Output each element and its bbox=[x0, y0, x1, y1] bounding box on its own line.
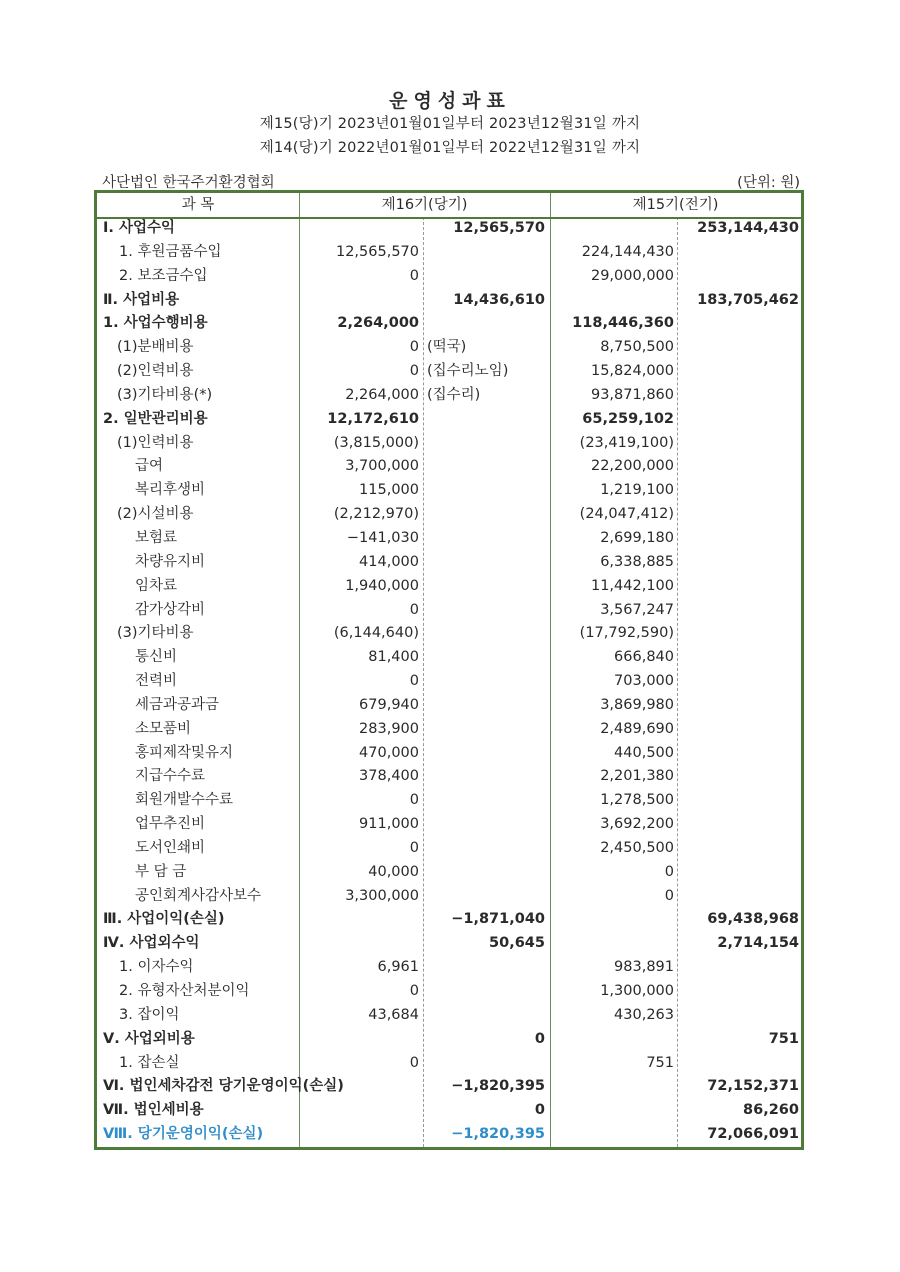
table-row bbox=[97, 885, 801, 909]
row-label: 공인회계사감사보수 bbox=[135, 887, 262, 904]
table-row bbox=[97, 1075, 801, 1099]
table-row bbox=[97, 670, 801, 694]
row-label: 세금과공과금 bbox=[135, 696, 220, 713]
prior-total-amount: 183,705,462 bbox=[697, 291, 799, 308]
prior-detail-amount: 3,567,247 bbox=[600, 601, 674, 618]
table-row bbox=[97, 1123, 801, 1147]
current-detail-amount: 0 bbox=[409, 673, 419, 690]
row-label: 도서인쇄비 bbox=[135, 839, 206, 856]
statement-table bbox=[94, 190, 804, 1150]
row-label: Ⅲ. 사업이익(손실) bbox=[103, 911, 225, 928]
current-detail-amount: 0 bbox=[409, 792, 419, 809]
row-note: (집수리노임) bbox=[427, 363, 509, 380]
row-label: 감가상각비 bbox=[135, 601, 206, 618]
table-row bbox=[97, 455, 801, 479]
table-row bbox=[97, 789, 801, 813]
row-label: (1)인력비용 bbox=[117, 434, 194, 451]
current-detail-amount: 283,900 bbox=[359, 720, 419, 737]
prior-detail-amount: 224,144,430 bbox=[581, 243, 674, 260]
current-total-amount: 12,565,570 bbox=[453, 220, 545, 236]
row-label: 2. 보조금수입 bbox=[119, 267, 208, 284]
table-row bbox=[97, 360, 801, 384]
row-label: 업무추진비 bbox=[135, 816, 206, 833]
table-header bbox=[97, 193, 801, 219]
current-detail-amount: 911,000 bbox=[359, 816, 419, 833]
current-total-amount: −1,871,040 bbox=[451, 911, 545, 928]
row-label: 임차료 bbox=[135, 577, 178, 594]
table-row bbox=[97, 861, 801, 885]
organization-name: 사단법인 한국주거환경협회 bbox=[102, 175, 275, 191]
row-label: (3)기타비용 bbox=[117, 625, 194, 642]
prior-detail-amount: 6,338,885 bbox=[600, 553, 674, 570]
current-detail-amount: (2,212,970) bbox=[333, 506, 419, 523]
row-label: 회원개발수수료 bbox=[135, 792, 234, 809]
row-label: 지급수수료 bbox=[135, 768, 206, 785]
current-total-amount: 0 bbox=[534, 1102, 545, 1119]
current-detail-amount: 115,000 bbox=[359, 482, 419, 499]
header-current-period: 제16기(당기) bbox=[381, 197, 468, 213]
row-label: 2. 유형자산처분이익 bbox=[119, 983, 250, 999]
table-row bbox=[97, 646, 801, 670]
prior-total-amount: 751 bbox=[768, 1030, 799, 1047]
current-detail-amount: (6,144,640) bbox=[333, 625, 419, 642]
prior-detail-amount: 1,219,100 bbox=[600, 482, 674, 499]
row-label: Ⅵ. 법인세차감전 당기운영이익(손실) bbox=[103, 1078, 344, 1095]
row-note: (집수리) bbox=[427, 386, 481, 403]
prior-detail-amount: 2,489,690 bbox=[600, 720, 674, 737]
row-label: 급여 bbox=[135, 458, 164, 475]
prior-detail-amount: 0 bbox=[664, 863, 674, 880]
table-row bbox=[97, 718, 801, 742]
current-detail-amount: 12,565,570 bbox=[335, 243, 419, 260]
table-row bbox=[97, 599, 801, 623]
current-detail-amount: 0 bbox=[409, 1054, 419, 1071]
current-detail-amount: 0 bbox=[409, 839, 419, 856]
prior-detail-amount: 118,446,360 bbox=[572, 315, 674, 332]
period-current: 제15(당)기 2023년01월01일부터 2023년12월31일 까지 bbox=[259, 116, 641, 132]
prior-detail-amount: 751 bbox=[646, 1054, 674, 1071]
table-row bbox=[97, 432, 801, 456]
row-label: (1)분배비용 bbox=[117, 339, 194, 356]
prior-detail-amount: 11,442,100 bbox=[590, 577, 674, 594]
table-row bbox=[97, 265, 801, 289]
prior-detail-amount: 15,824,000 bbox=[590, 363, 674, 380]
prior-detail-amount: 22,200,000 bbox=[590, 458, 674, 475]
header-subject: 과 목 bbox=[181, 197, 215, 213]
prior-detail-amount: (23,419,100) bbox=[579, 434, 674, 451]
current-total-amount: −1,820,395 bbox=[451, 1126, 545, 1143]
current-detail-amount: 2,264,000 bbox=[337, 315, 419, 332]
current-detail-amount: 0 bbox=[409, 267, 419, 284]
prior-detail-amount: 440,500 bbox=[614, 744, 674, 761]
prior-total-amount: 253,144,430 bbox=[697, 220, 799, 236]
prior-detail-amount: 3,692,200 bbox=[600, 816, 674, 833]
prior-detail-amount: 3,869,980 bbox=[600, 696, 674, 713]
prior-detail-amount: 1,300,000 bbox=[600, 983, 674, 999]
prior-detail-amount: 8,750,500 bbox=[600, 339, 674, 356]
row-label: (3)기타비용(*) bbox=[117, 386, 213, 403]
document-title: 운영성과표 bbox=[389, 90, 511, 112]
row-label: Ⅰ. 사업수익 bbox=[103, 220, 175, 236]
row-label: Ⅳ. 사업외수익 bbox=[103, 935, 200, 952]
prior-detail-amount: 2,201,380 bbox=[600, 768, 674, 785]
unit-label: (단위: 원) bbox=[737, 175, 800, 191]
prior-total-amount: 69,438,968 bbox=[707, 911, 799, 928]
current-detail-amount: 6,961 bbox=[377, 959, 419, 976]
row-label: Ⅷ. 당기운영이익(손실) bbox=[103, 1126, 264, 1143]
prior-detail-amount: 666,840 bbox=[614, 649, 674, 666]
table-row bbox=[97, 908, 801, 932]
table-row bbox=[97, 479, 801, 503]
current-detail-amount: 0 bbox=[409, 363, 419, 380]
table-row bbox=[97, 217, 801, 241]
current-detail-amount: 1,940,000 bbox=[345, 577, 419, 594]
table-row bbox=[97, 408, 801, 432]
prior-detail-amount: 703,000 bbox=[614, 673, 674, 690]
current-detail-amount: 470,000 bbox=[359, 744, 419, 761]
current-detail-amount: 43,684 bbox=[368, 1006, 419, 1023]
row-note: (떡국) bbox=[427, 339, 467, 356]
prior-detail-amount: 65,259,102 bbox=[582, 410, 674, 427]
prior-detail-amount: (17,792,590) bbox=[579, 625, 674, 642]
current-detail-amount: 3,700,000 bbox=[345, 458, 419, 475]
table-row bbox=[97, 527, 801, 551]
row-label: (2)인력비용 bbox=[117, 363, 194, 380]
table-row bbox=[97, 980, 801, 1004]
table-row bbox=[97, 622, 801, 646]
row-label: Ⅶ. 법인세비용 bbox=[103, 1102, 204, 1119]
row-label: 1. 이자수익 bbox=[119, 959, 194, 976]
table-row bbox=[97, 932, 801, 956]
current-detail-amount: −141,030 bbox=[346, 529, 419, 546]
header-prior-period: 제15기(전기) bbox=[632, 197, 719, 213]
current-detail-amount: 3,300,000 bbox=[345, 887, 419, 904]
prior-total-amount: 72,066,091 bbox=[707, 1126, 799, 1143]
prior-detail-amount: 93,871,860 bbox=[590, 386, 674, 403]
current-detail-amount: 0 bbox=[409, 339, 419, 356]
table-row bbox=[97, 765, 801, 789]
current-total-amount: 50,645 bbox=[489, 935, 545, 952]
current-detail-amount: 414,000 bbox=[359, 553, 419, 570]
row-label: 2. 일반관리비용 bbox=[103, 410, 208, 427]
current-detail-amount: 2,264,000 bbox=[345, 386, 419, 403]
current-detail-amount: 12,172,610 bbox=[327, 410, 419, 427]
current-total-amount: 14,436,610 bbox=[453, 291, 545, 308]
row-label: 1. 잡손실 bbox=[119, 1054, 180, 1071]
prior-total-amount: 2,714,154 bbox=[717, 935, 799, 952]
row-label: 통신비 bbox=[135, 649, 178, 666]
row-label: 홍피제작및유지 bbox=[135, 744, 234, 761]
table-row bbox=[97, 1099, 801, 1123]
table-row bbox=[97, 956, 801, 980]
row-label: 1. 후원금품수입 bbox=[119, 243, 222, 260]
table-row bbox=[97, 551, 801, 575]
row-label: Ⅱ. 사업비용 bbox=[103, 291, 180, 308]
period-prior: 제14(당)기 2022년01월01일부터 2022년12월31일 까지 bbox=[259, 140, 641, 156]
row-label: 차량유지비 bbox=[135, 553, 206, 570]
table-row bbox=[97, 336, 801, 360]
prior-detail-amount: 1,278,500 bbox=[600, 792, 674, 809]
table-row bbox=[97, 289, 801, 313]
prior-total-amount: 86,260 bbox=[743, 1102, 799, 1119]
current-total-amount: −1,820,395 bbox=[451, 1078, 545, 1095]
prior-total-amount: 72,152,371 bbox=[707, 1078, 799, 1095]
row-label: 3. 잡이익 bbox=[119, 1006, 180, 1023]
row-label: 소모품비 bbox=[135, 720, 192, 737]
row-label: 부 담 금 bbox=[135, 863, 187, 880]
row-label: 1. 사업수행비용 bbox=[103, 315, 208, 332]
table-row bbox=[97, 384, 801, 408]
prior-detail-amount: 2,450,500 bbox=[600, 839, 674, 856]
current-detail-amount: 81,400 bbox=[368, 649, 419, 666]
table-body bbox=[97, 217, 801, 1147]
prior-detail-amount: 430,263 bbox=[614, 1006, 674, 1023]
current-total-amount: 0 bbox=[534, 1030, 545, 1047]
row-label: 복리후생비 bbox=[135, 482, 206, 499]
table-row bbox=[97, 575, 801, 599]
prior-detail-amount: (24,047,412) bbox=[579, 506, 674, 523]
current-detail-amount: 0 bbox=[409, 983, 419, 999]
current-detail-amount: 679,940 bbox=[359, 696, 419, 713]
prior-detail-amount: 0 bbox=[664, 887, 674, 904]
current-detail-amount: 0 bbox=[409, 601, 419, 618]
table-row bbox=[97, 837, 801, 861]
table-row bbox=[97, 1052, 801, 1076]
table-row bbox=[97, 503, 801, 527]
current-detail-amount: (3,815,000) bbox=[333, 434, 419, 451]
prior-detail-amount: 29,000,000 bbox=[590, 267, 674, 284]
table-row bbox=[97, 1004, 801, 1028]
row-label: (2)시설비용 bbox=[117, 506, 194, 523]
row-label: 보험료 bbox=[135, 529, 178, 546]
table-row bbox=[97, 241, 801, 265]
prior-detail-amount: 983,891 bbox=[614, 959, 674, 976]
table-row bbox=[97, 312, 801, 336]
current-detail-amount: 40,000 bbox=[368, 863, 419, 880]
current-detail-amount: 378,400 bbox=[359, 768, 419, 785]
table-row bbox=[97, 813, 801, 837]
prior-detail-amount: 2,699,180 bbox=[600, 529, 674, 546]
table-row bbox=[97, 694, 801, 718]
row-label: 전력비 bbox=[135, 673, 178, 690]
table-row bbox=[97, 742, 801, 766]
table-row bbox=[97, 1028, 801, 1052]
row-label: Ⅴ. 사업외비용 bbox=[103, 1030, 195, 1047]
